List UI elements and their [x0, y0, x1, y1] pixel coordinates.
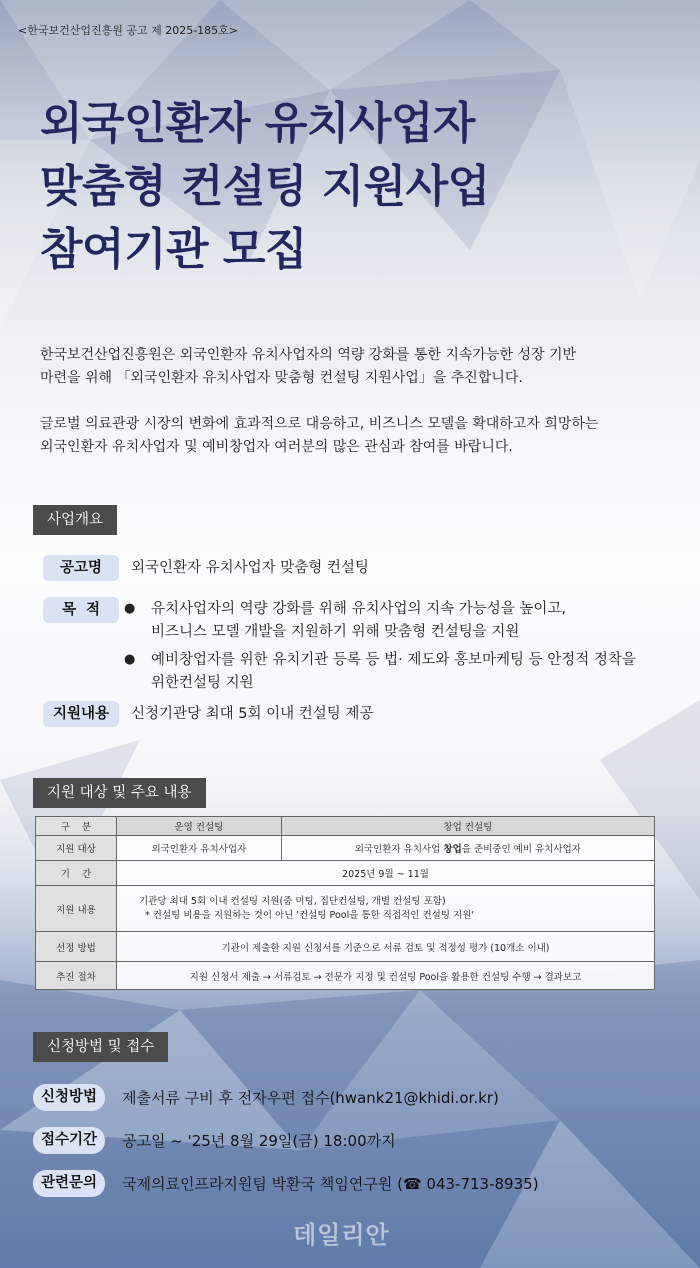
table-header-operations: 운영 컨설팅	[117, 817, 282, 836]
intro-p1-line2: 마련을 위해 「외국인환자 유치사업자 맞춤형 컨설팅 지원사업」을 추진합니다.	[40, 370, 523, 386]
title-line-3: 참여기관 모집	[40, 224, 307, 275]
purpose-1-line1: 유치사업자의 역량 강화를 위해 유치사업의 지속 가능성을 높이고,	[151, 601, 567, 617]
watermark-logo: 데일리안	[293, 1221, 390, 1249]
section-tag-targets: 지원 대상 및 주요 내용	[33, 778, 206, 808]
bullet-icon: ●	[124, 601, 136, 616]
content-value	[117, 886, 655, 932]
support-details-table	[35, 816, 655, 990]
table-header-category: 구 분	[36, 817, 117, 836]
notice-number: <한국보건산업진흥원 공고 제 2025-185호>	[18, 24, 239, 37]
row-label-target: 지원 대상	[36, 836, 117, 861]
intro-text	[40, 344, 680, 482]
label-purpose: 목 적	[43, 597, 119, 623]
target-startup-bold: 창업	[443, 844, 462, 855]
target-startup-pre: 외국인환자 유치사업	[354, 844, 444, 855]
intro-p1-line1: 한국보건산업진흥원은 외국인환자 유치사업자의 역량 강화를 통한 지속가능한 성장 기반	[40, 347, 576, 363]
method-value: 제출서류 구비 후 전자우편 접수(hwank21@khidi.or.kr)	[122, 1089, 499, 1107]
process-value: 지원 신청서 제출 → 서류검토 → 전문가 지정 및 컨설팅 Pool을 활용한 컨설팅 수행 → 결과보고	[117, 962, 655, 990]
intro-paragraph-2	[40, 413, 680, 459]
row-label-period: 기 간	[36, 861, 117, 886]
label-receipt-period: 접수기간	[33, 1127, 105, 1154]
label-support-content: 지원내용	[43, 701, 119, 727]
title-line-2: 맞춤형 컨설팅 지원사업	[40, 161, 490, 212]
table-row	[36, 932, 655, 962]
period-value: 2025년 9월 ~ 11월	[117, 861, 655, 886]
label-announcement-name: 공고명	[43, 555, 119, 581]
table-row	[36, 886, 655, 932]
title-line-1: 외국인환자 유치사업자	[40, 98, 475, 149]
target-operations: 외국인환자 유치사업자	[117, 836, 282, 861]
label-contact: 관련문의	[33, 1170, 105, 1197]
selection-value: 기관이 제출한 지원 신청서를 기준으로 서류 검토 및 적정성 평가 (10개소 이내)	[117, 932, 655, 962]
table-header-startup: 창업 컨설팅	[281, 817, 654, 836]
purpose-item-1	[151, 598, 566, 644]
intro-p2-line1: 글로벌 의료관광 시장의 변화에 효과적으로 대응하고, 비즈니스 모델을 확대하고자 희망하는	[40, 416, 599, 432]
table-header-row	[36, 817, 655, 836]
bullet-icon: ●	[124, 652, 136, 667]
target-startup-post: 을 준비중인 예비 유치사업자	[461, 844, 581, 855]
section-tag-application: 신청방법 및 접수	[33, 1032, 168, 1062]
purpose-item-2	[151, 649, 636, 695]
table-row	[36, 962, 655, 990]
label-method: 신청방법	[33, 1084, 105, 1111]
intro-paragraph-1	[40, 344, 680, 390]
row-label-process: 추진 절차	[36, 962, 117, 990]
contact-value: 국제의료인프라지원팀 박환국 책임연구원 (☎ 043-713-8935)	[122, 1175, 539, 1193]
receipt-period-value: 공고일 ~ '25년 8월 29일(금) 18:00까지	[122, 1132, 396, 1150]
table-row	[36, 861, 655, 886]
row-label-content: 지원 내용	[36, 886, 117, 932]
intro-p2-line2: 외국인환자 유치사업자 및 예비창업자 여러분의 많은 관심과 참여를 바랍니다.	[40, 439, 513, 455]
purpose-1-line2: 비즈니스 모델 개발을 지원하기 위해 맞춤형 컨설팅을 지원	[151, 624, 520, 640]
purpose-2-line2: 위한컨설팅 지원	[151, 675, 254, 691]
content-line-2: * 컨설팅 비용을 지원하는 것이 아닌 '컨설팅 Pool을 통한 직접적인 컨설팅 지원'	[139, 909, 475, 921]
purpose-2-line1: 예비창업자를 위한 유치기관 등록 등 법· 제도와 홍보마케팅 등 안정적 정착을	[151, 652, 636, 668]
target-startup	[281, 836, 654, 861]
announcement-name-value: 외국인환자 유치사업자 맞춤형 컨설팅	[131, 560, 369, 576]
page-title	[40, 92, 490, 281]
support-content-value: 신청기관당 최대 5회 이내 컨설팅 제공	[131, 706, 374, 722]
content-line-1: 기관당 최대 5회 이내 컨설팅 지원(줌 미팅, 집단컨설팅, 개별 컨설팅 포함)	[139, 895, 446, 907]
row-label-selection: 선정 방법	[36, 932, 117, 962]
table-row	[36, 836, 655, 861]
section-tag-overview: 사업개요	[33, 505, 117, 535]
